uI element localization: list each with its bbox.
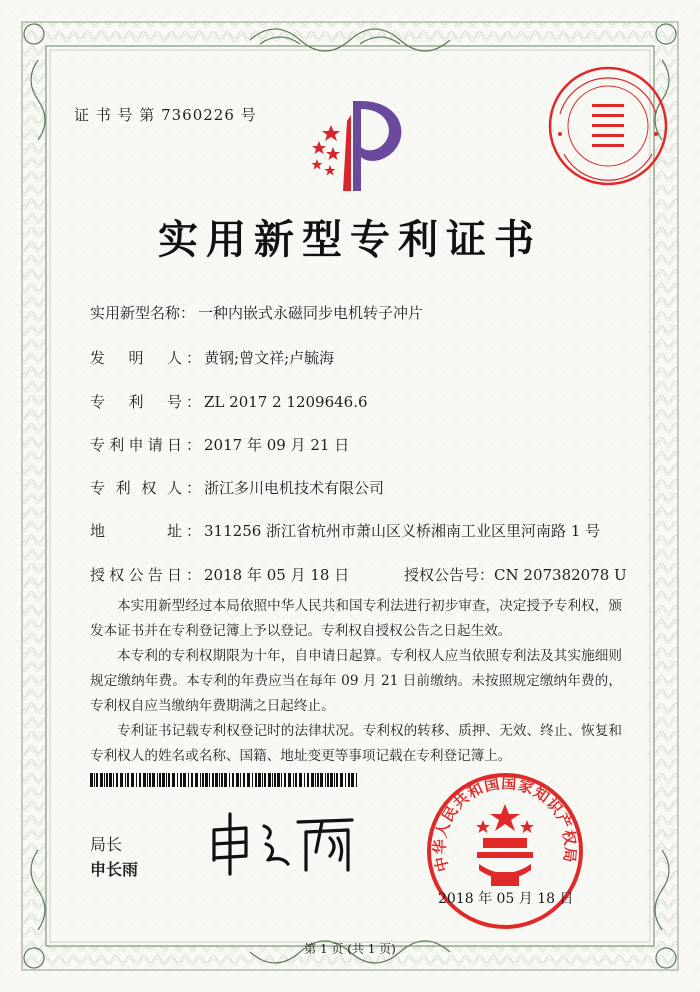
filing-date-value: 2017 年 09 月 21 日 <box>204 436 350 454</box>
address-label: 地 址 <box>90 522 182 540</box>
patentee-label: 专 利 权 人 <box>90 479 182 497</box>
body-paragraph-3: 专利证书记载专利权登记时的法律状况。专利权的转移、质押、无效、终止、恢复和专利权人的姓名或名称、国籍、地址变更等事项记载在专利登记簿上。 <box>90 723 622 764</box>
grant-number-value: CN 207382078 U <box>494 566 627 584</box>
patent-number-label: 专 利 号 <box>90 393 182 411</box>
grant-number-label: 授权公告号 <box>404 566 480 584</box>
stamp-duty-seal-icon <box>546 64 670 188</box>
inventor-label: 发 明 人 <box>90 349 182 367</box>
certificate-number-suffix: 号 <box>240 106 257 124</box>
certificate-body <box>90 594 622 769</box>
page-title: 实用新型专利证书 <box>158 217 542 263</box>
patent-number-value: ZL 2017 2 1209646.6 <box>204 393 368 411</box>
filing-date-label: 专利申请日 <box>90 436 182 454</box>
body-paragraph-2: 本专利的专利权期限为十年，自申请日起算。专利权人应当依照专利法及其实施细则规定缴纳年费。本专利的年费应当在每年 09 月 21 日前缴纳。未按照规定缴纳年费的，专利权自应当缴纳年费期满之日起终止。 <box>90 648 622 714</box>
body-paragraph-1: 本实用新型经过本局依照中华人民共和国专利法进行初步审查，决定授予专利权，颁发本证书并在专利登记簿上予以登记。专利权自授权公告之日起生效。 <box>90 598 622 639</box>
page-footer: 第 1 页 (共 1 页) <box>304 942 396 956</box>
utility-model-name-value: 一种内嵌式永磁同步电机转子冲片 <box>198 304 424 322</box>
filing-date-row: 专利申请日 ： 2017 年 09 月 21 日 <box>90 436 350 454</box>
certificate-number-label: 证 书 号 第 <box>74 106 156 124</box>
address-row: 地 址 ： 311256 浙江省杭州市萧山区义桥湘南工业区里河南路 1 号 <box>90 522 601 540</box>
inventor-row: 发 明 人 ： 黄钢;曾文祥;卢毓海 <box>90 349 335 367</box>
grant-date-row: 授权公告日 ： 2018 年 05 月 18 日 <box>90 566 350 584</box>
seal-date: 2018 年 05 月 18 日 <box>438 891 574 907</box>
grant-date-label: 授权公告日 <box>90 566 182 584</box>
director-name: 申长雨 <box>90 860 139 879</box>
patentee-value: 浙江多川电机技术有限公司 <box>204 479 385 497</box>
utility-model-name-label: 实用新型名称 <box>90 304 181 322</box>
barcode <box>90 773 360 787</box>
certificate-number <box>74 104 257 125</box>
svg-text:中华人民共和国国家知识产权局: 中华人民共和国国家知识产权局 <box>430 774 580 874</box>
patent-number-row: 专 利 号 ： ZL 2017 2 1209646.6 <box>90 393 368 411</box>
inventor-value: 黄钢;曾文祥;卢毓海 <box>204 349 335 367</box>
address-value: 311256 浙江省杭州市萧山区义桥湘南工业区里河南路 1 号 <box>204 522 601 540</box>
utility-model-name-row: 实用新型名称： 一种内嵌式永磁同步电机转子冲片 <box>90 304 424 322</box>
grant-date-value: 2018 年 05 月 18 日 <box>204 566 350 584</box>
director-title: 局长 <box>90 835 123 854</box>
certificate-number-value: 7360226 <box>161 106 235 124</box>
signature <box>202 808 362 878</box>
patentee-row: 专 利 权 人 ： 浙江多川电机技术有限公司 <box>90 479 385 497</box>
cnipa-logo-icon <box>303 95 413 193</box>
grant-number-row: 授权公告号：CN 207382078 U <box>404 566 627 584</box>
